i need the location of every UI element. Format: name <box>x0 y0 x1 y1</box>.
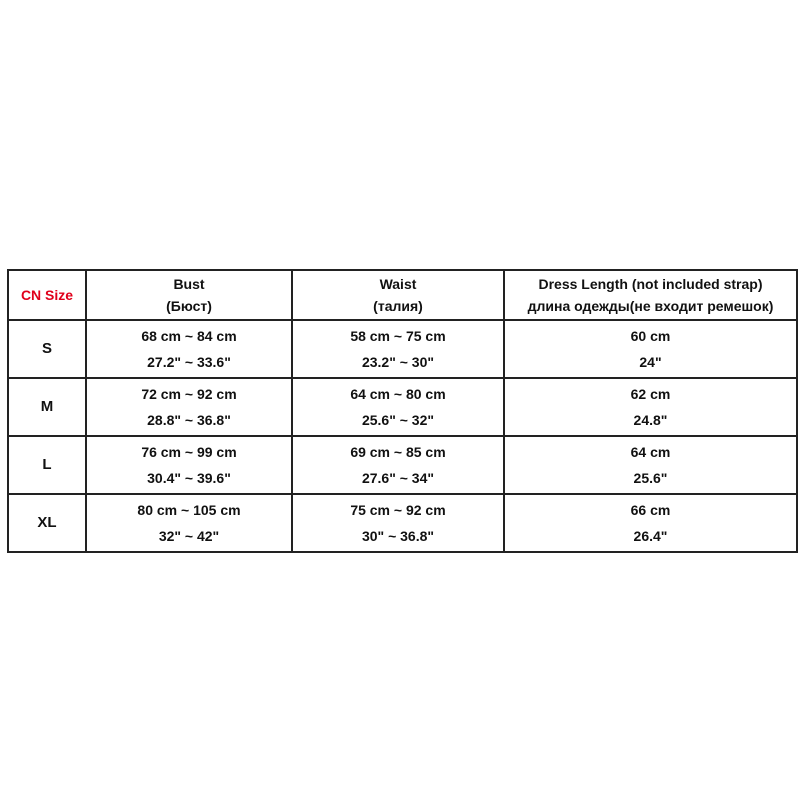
bust-header <box>86 270 292 320</box>
size-cell: L <box>8 436 86 494</box>
waist-header <box>292 270 504 320</box>
waist-cell <box>292 494 504 552</box>
table-row <box>8 320 797 378</box>
cn-size-header: CN Size <box>8 270 86 320</box>
bust-in: 32" ~ 42" <box>158 528 220 544</box>
size-chart-table <box>7 269 798 553</box>
bust-cell <box>86 436 292 494</box>
waist-cm: 64 cm ~ 80 cm <box>350 386 446 402</box>
length-cell <box>504 494 797 552</box>
size-cell: M <box>8 378 86 436</box>
length-in: 24.8" <box>633 412 668 428</box>
table-row <box>8 494 797 552</box>
table-row <box>8 378 797 436</box>
dress-length-header-en: Dress Length (not included strap) <box>538 276 763 292</box>
waist-cm: 58 cm ~ 75 cm <box>350 328 446 344</box>
table-header-row <box>8 270 797 320</box>
bust-cell <box>86 378 292 436</box>
bust-cm: 76 cm ~ 99 cm <box>141 444 237 460</box>
length-in: 25.6" <box>633 470 668 486</box>
bust-in: 30.4" ~ 39.6" <box>147 470 231 486</box>
waist-header-ru: (талия) <box>373 298 423 314</box>
waist-cm: 75 cm ~ 92 cm <box>350 502 446 518</box>
size-cell: XL <box>8 494 86 552</box>
waist-in: 25.6" ~ 32" <box>361 412 435 428</box>
dress-length-header-ru: длина одежды(не входит ремешок) <box>527 298 774 314</box>
table-row <box>8 436 797 494</box>
waist-cell <box>292 436 504 494</box>
waist-in: 23.2" ~ 30" <box>361 354 435 370</box>
length-cell <box>504 378 797 436</box>
bust-cm: 80 cm ~ 105 cm <box>137 502 241 518</box>
waist-in: 27.6" ~ 34" <box>361 470 435 486</box>
bust-cell <box>86 494 292 552</box>
waist-header-en: Waist <box>379 276 417 292</box>
bust-header-en: Bust <box>173 276 205 292</box>
length-cm: 66 cm <box>630 502 671 518</box>
dress-length-header <box>504 270 797 320</box>
bust-cell <box>86 320 292 378</box>
bust-cm: 68 cm ~ 84 cm <box>141 328 237 344</box>
length-cm: 64 cm <box>630 444 671 460</box>
bust-in: 27.2" ~ 33.6" <box>147 354 231 370</box>
waist-cm: 69 cm ~ 85 cm <box>350 444 446 460</box>
length-cm: 62 cm <box>630 386 671 402</box>
length-cell <box>504 436 797 494</box>
waist-in: 30" ~ 36.8" <box>361 528 435 544</box>
bust-in: 28.8" ~ 36.8" <box>147 412 231 428</box>
waist-cell <box>292 378 504 436</box>
waist-cell <box>292 320 504 378</box>
length-in: 26.4" <box>633 528 668 544</box>
bust-header-ru: (Бюст) <box>166 298 212 314</box>
size-cell: S <box>8 320 86 378</box>
length-cm: 60 cm <box>630 328 671 344</box>
length-cell <box>504 320 797 378</box>
bust-cm: 72 cm ~ 92 cm <box>141 386 237 402</box>
length-in: 24" <box>639 354 662 370</box>
